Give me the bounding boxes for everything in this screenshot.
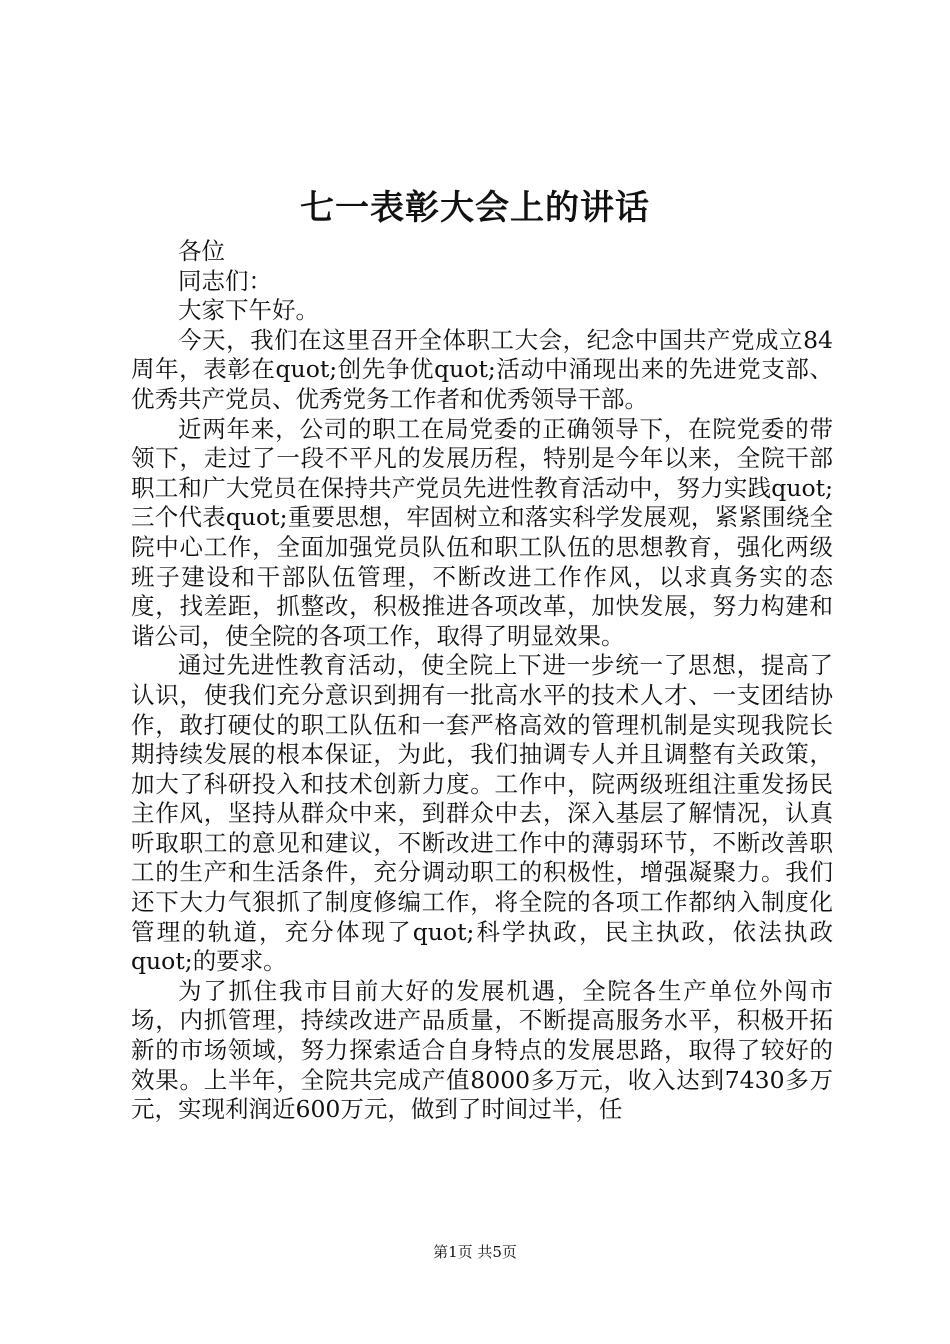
greeting-paragraph: 大家下午好。 [178,296,319,325]
salutation-line-2: 同志们： [178,266,272,295]
body-paragraph: 今天，我们在这里召开全体职工大会，纪念中国共产党成立84周年，表彰在quot;创先争优quot;活动中涌现出来的先进党支部、优秀共产党员、优秀党务工作者和优秀领导干部。 [131,325,833,413]
body-paragraph: 通过先进性教育活动，使全院上下进一步统一了思想，提高了认识，使我们充分意识到拥有一批高水平的技术人才、一支团结协作，敢打硬仗的职工队伍和一套严格高效的管理机制是实现我院长期持续发展的根本保证，为此，我们抽调专人并且调整有关政策，加大了科研投入和技术创新力度。工作中，院两级班组注重发扬民主作风，坚持从群众中来，到群众中去，深入基层了解情况，认真听取职工的意见和建议，不断改进工作中的薄弱环节，不断改善职工的生产和生活条件，充分调动职工的积极性，增强凝聚力。我们还下大力气狠抓了制度修编工作，将全院的各项工作都纳入制度化管理的轨道，充分体现了quot;科学执政，民主执政，依法执政quot;的要求。 [131,651,833,976]
document-body [131,237,833,1125]
document-title: 七一表彰大会上的讲话 [300,188,650,228]
salutation-line-1: 各位 [178,237,225,265]
body-paragraph: 为了抓住我市目前大好的发展机遇，全院各生产单位外闯市场，内抓管理，持续改进产品质量，不断提高服务水平，积极开拓新的市场领域，努力探索适合自身特点的发展思路，取得了较好的效果。上半年，全院共完成产值8000多万元，收入达到7430多万元，实现利润近600万元，做到了时间过半，任 [131,976,833,1124]
body-paragraph: 近两年来，公司的职工在局党委的正确领导下，在院党委的带领下，走过了一段不平凡的发展历程，特别是今年以来，全院干部职工和广大党员在保持共产党员先进性教育活动中，努力实践quot;三个代表quot;重要思想，牢固树立和落实科学发展观，紧紧围绕全院中心工作，全面加强党员队伍和职工队伍的思想教育，强化两级班子建设和干部队伍管理，不断改进工作作风，以求真务实的态度，找差距，抓整改，积极推进各项改革，加快发展，努力构建和谐公司，使全院的各项工作，取得了明显效果。 [131,414,833,650]
page-number-footer: 第1页 共5页 [433,1243,517,1261]
